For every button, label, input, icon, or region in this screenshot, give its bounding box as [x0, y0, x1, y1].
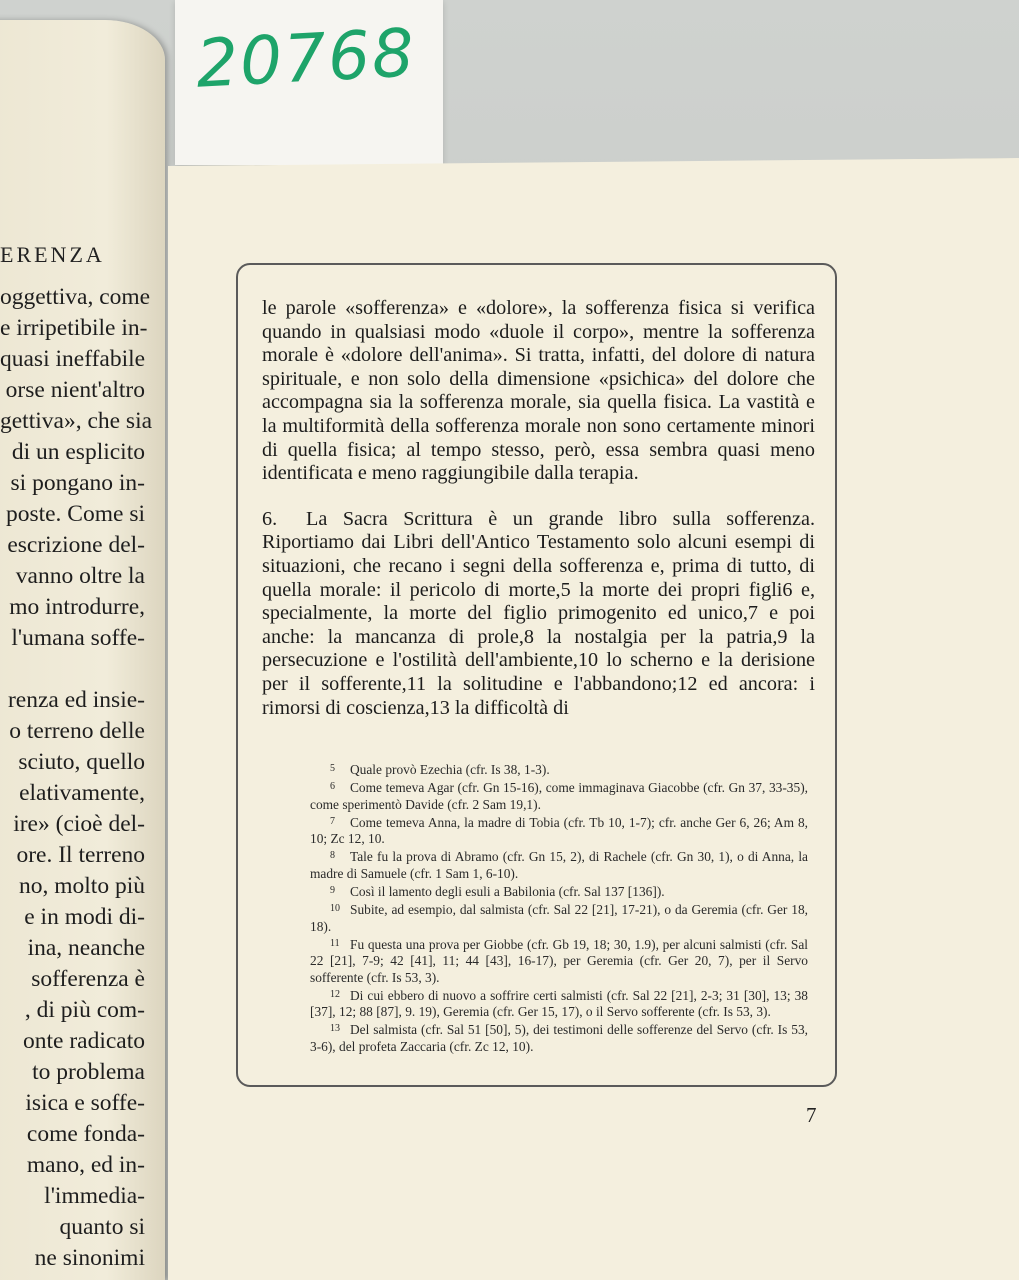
left-page-line: [0, 654, 145, 685]
footnote-number: 11: [330, 937, 340, 949]
footnote-number: 8: [330, 850, 335, 862]
left-page-line: sciuto, quello: [18, 749, 145, 775]
paragraph-2-text: La Sacra Scrittura è un grande libro sulla sofferenza. Riportiamo dai Libri dell'Antico Testamento solo alcuni esempi di situazioni, che recano i segni della sofferenza e, prima di tutto, di quella morale: il pericolo di morte,5 la morte dei propri figli6 e, specialmente, la morte del figlio primogenito ed unico,7 e poi anche: la mancanza di prole,8 la nostalgia per la patria,9 la persecuzione e l'ostilità dell'ambiente,10 lo scherno e la derisione per il sofferente,11 la solitudine e l'abbandono;12 ed ancora: i rimorsi di coscienza,13 la difficoltà di: [262, 507, 815, 719]
left-page-text: [0, 282, 153, 1274]
footnote-text: Così il lamento degli esuli a Babilonia (cfr. Sal 137 [136]).: [350, 884, 665, 900]
left-page-line: quasi ineffabile: [0, 346, 146, 372]
footnote: [310, 987, 808, 1021]
left-page-line: mano, ed in-: [26, 1152, 145, 1178]
footnote: [310, 1021, 808, 1055]
footnote-text: Di cui ebbero di nuovo a soffrire certi salmisti (cfr. Sal 22 [21], 2-3; 31 [30], 13; 38 [37], 12; 88 [87], 9. 19), Geremia (cfr. Ger 15, 17), o il Servo sofferente (cfr. Is 53, 3).: [310, 987, 808, 1020]
left-page-line: gettiva», che sia: [0, 408, 153, 434]
left-page-line: oggettiva, come: [0, 284, 151, 310]
footnote-text: Quale provò Ezechia (cfr. Is 38, 1-3).: [350, 762, 550, 777]
page-number: 7: [806, 1103, 817, 1127]
left-page-line: ne sinonimi: [34, 1245, 145, 1271]
left-page-line: mo introdurre,: [9, 594, 145, 620]
footnote: [310, 761, 808, 778]
footnote-number: 9: [330, 885, 335, 897]
footnote: [310, 814, 808, 848]
left-page-line: e irripetibile in-: [0, 315, 148, 341]
left-page-line: escrizione del-: [7, 532, 145, 558]
footnote-text: Fu questa una prova per Giobbe (cfr. Gb 19, 18; 30, 1.9), per alcuni salmisti (cfr. Sal 22 [21], 7-9; 42 [41], 11; 44 [43], 16-17), per Geremia (cfr. Ger 20, 7), per il Servo sofferente (cfr. Is 53, 3).: [310, 936, 808, 985]
left-page-line: sofferenza è: [31, 966, 145, 992]
footnote-number: 13: [330, 1023, 340, 1035]
footnote-number: 5: [330, 763, 335, 774]
left-page-line: no, molto più: [19, 873, 145, 899]
left-page-line: ina, neanche: [27, 935, 145, 961]
footnote: [310, 936, 808, 986]
footnote-text: Subite, ad esempio, dal salmista (cfr. Sal 22 [21], 17-21), o da Geremia (cfr. Ger 18, 18).: [310, 902, 808, 934]
footnotes: [310, 761, 808, 1056]
section-number: 6.: [262, 507, 278, 530]
left-page-line: poste. Come si: [5, 501, 145, 527]
left-page-line: onte radicato: [22, 1028, 145, 1054]
left-page-line: , di più com-: [24, 997, 145, 1023]
left-page-line: e in modi di-: [24, 904, 145, 930]
left-page-line: isica e soffe-: [25, 1090, 145, 1116]
footnote-number: 6: [330, 781, 335, 793]
left-page-heading: ERENZA: [0, 242, 105, 267]
left-page-line: l'immedia-: [44, 1183, 145, 1209]
footnote-number: 7: [330, 815, 335, 827]
left-page-line: quanto si: [59, 1214, 145, 1240]
left-page-line: orse nient'altro: [5, 377, 145, 403]
paragraph-1: le parole «sofferenza» e «dolore», la sofferenza fisica si verifica quando in qualsiasi modo «duole il corpo», mentre la sofferenza morale è «dolore dell'anima». Si tratta, infatti, del dolore di natura spirituale, e non solo della dimensione «psichica» del dolore che accompagna sia la sofferenza morale, sia quella fisica. La vastità e la multiformità della sofferenza morale non sono certamente minori di quella fisica; al tempo stesso, però, essa sembra quasi meno identificata e meno raggiungibile dalla terapia.: [262, 297, 815, 485]
inventory-number: 20768: [194, 14, 418, 103]
left-page-line: ire» (cioè del-: [13, 811, 145, 837]
footnote: [310, 848, 808, 882]
footnote: [310, 779, 808, 813]
left-page-line: to problema: [32, 1059, 145, 1085]
footnote-text: Del salmista (cfr. Sal 51 [50], 5), dei testimoni delle sofferenze del Servo (cfr. Is 53, 3-6), del profeta Zaccaria (cfr. Zc 12, 10).: [310, 1022, 808, 1054]
left-page-line: o terreno delle: [9, 718, 145, 744]
footnote-text: Come temeva Agar (cfr. Gn 15-16), come immaginava Giacobbe (cfr. Gn 37, 33-35), come sperimentò Davide (cfr. 2 Sam 19,1).: [310, 780, 808, 812]
left-page-line: elativamente,: [19, 780, 145, 806]
left-page-line: vanno oltre la: [15, 563, 145, 589]
left-page-line: renza ed insie-: [7, 687, 145, 713]
left-page-line: di un esplicito: [11, 439, 145, 465]
left-page: [0, 20, 165, 1280]
footnote: [310, 883, 808, 900]
footnote-text: Come temeva Anna, la madre di Tobia (cfr. Tb 10, 1-7); cfr. anche Ger 6, 26; Am 8, 10; Zc 12, 10.: [310, 814, 808, 847]
left-page-line: l'umana soffe-: [11, 625, 145, 651]
footnote-text: Tale fu la prova di Abramo (cfr. Gn 15, 2), di Rachele (cfr. Gn 30, 1), o di Anna, la madre di Samuele (cfr. 1 Sam 1, 6-10).: [310, 849, 808, 881]
footnote: [310, 901, 808, 935]
paragraph-2: [262, 508, 815, 720]
footnote-number: 10: [330, 903, 340, 915]
left-page-line: si pongano in-: [10, 470, 145, 496]
footnote-number: 12: [330, 988, 340, 1000]
left-page-line: come fonda-: [26, 1121, 145, 1147]
main-text: [262, 297, 815, 720]
left-page-line: ore. Il terreno: [16, 842, 145, 868]
